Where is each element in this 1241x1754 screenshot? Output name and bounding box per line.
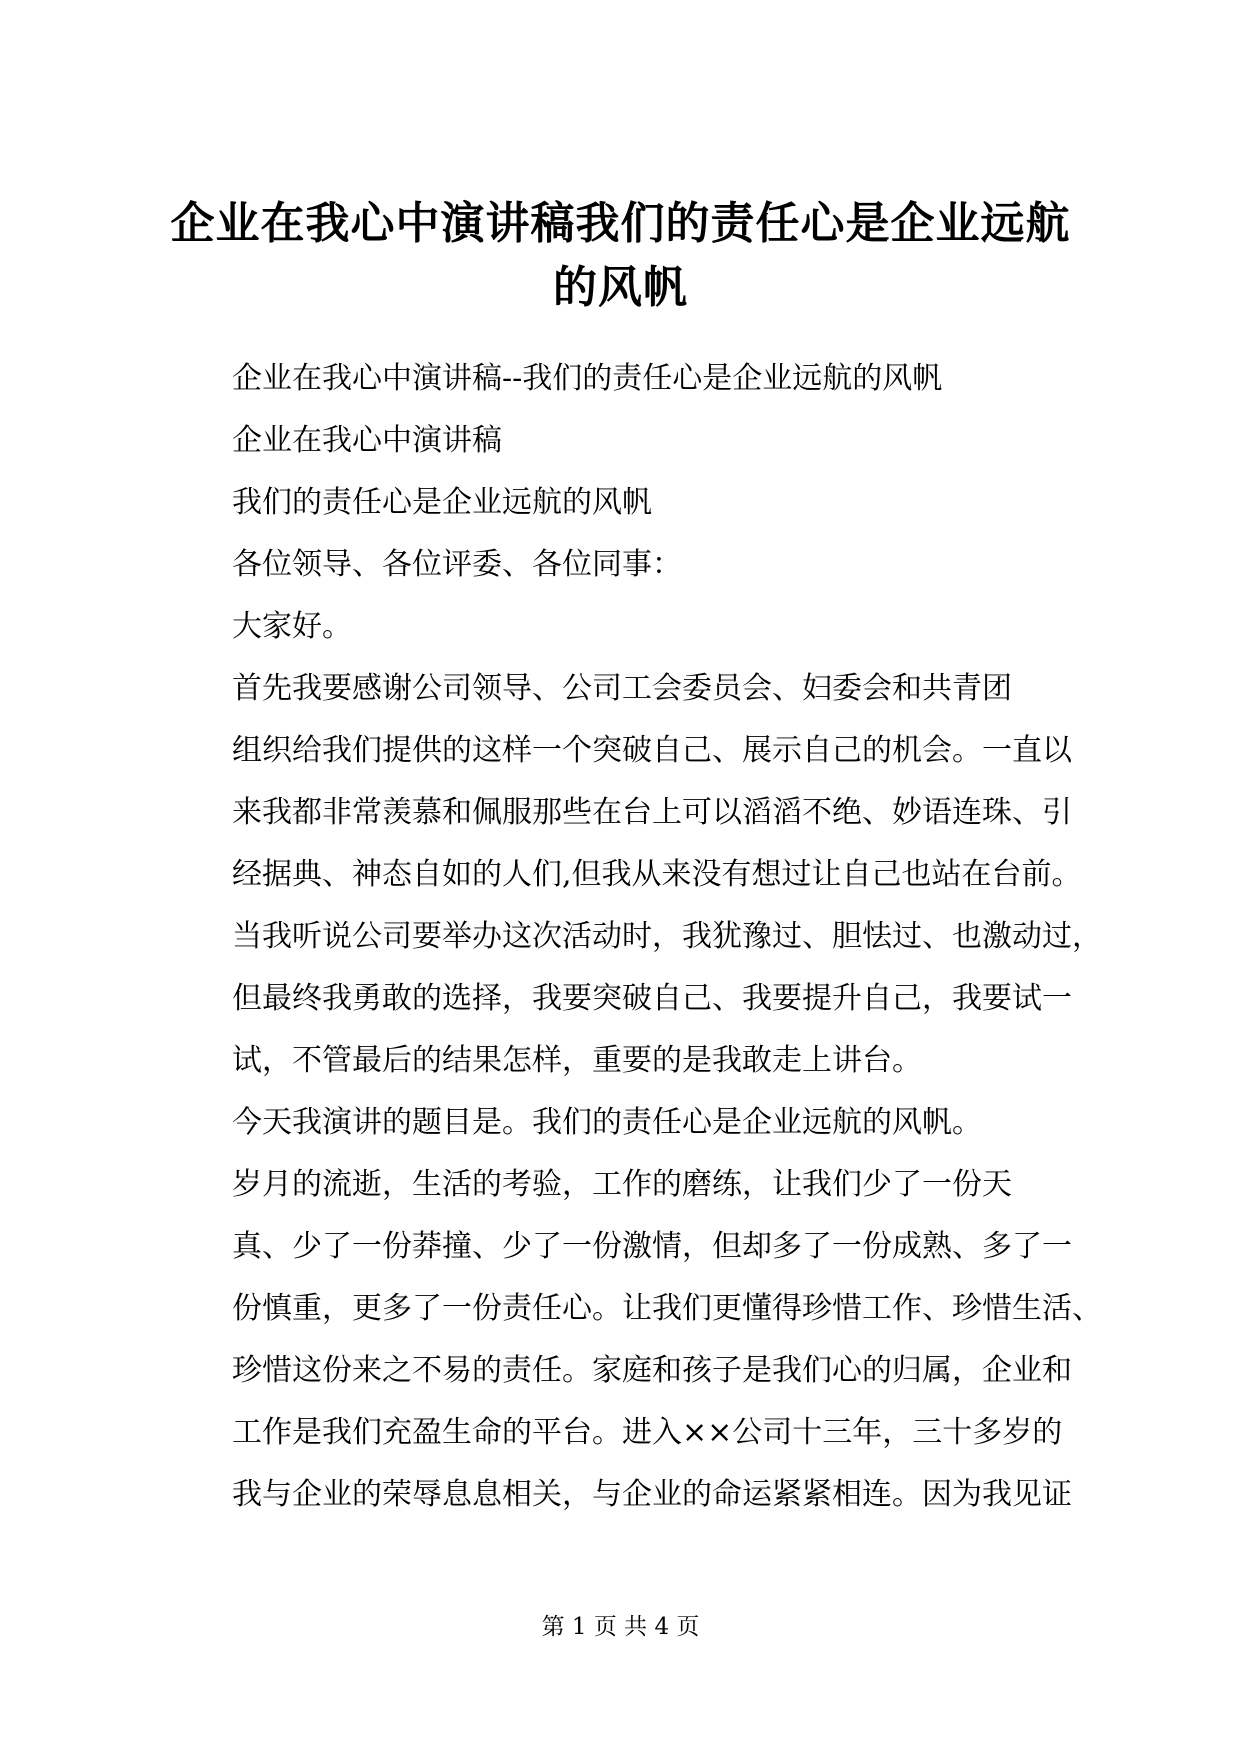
text-line: 我们的责任心是企业远航的风帆 (232, 485, 652, 520)
paragraph (166, 596, 1090, 658)
paragraph (166, 1092, 1090, 1154)
text-line: 珍惜这份来之不易的责任。家庭和孩子是我们心的归属，企业和 (232, 1353, 1072, 1388)
text-line: 经据典、神态自如的人们,但我从来没有想过让自己也站在台前。 (232, 857, 1082, 892)
text-line: 当我听说公司要举办这次活动时，我犹豫过、胆怯过、也激动过， (232, 919, 1102, 954)
paragraph (166, 1154, 1102, 1526)
text-line: 组织给我们提供的这样一个突破自己、展示自己的机会。一直以 (232, 733, 1072, 768)
page-footer: 第 1 页 共 4 页 (541, 1614, 700, 1640)
text-line: 企业在我心中演讲稿 (232, 423, 502, 458)
text-line: 份慎重，更多了一份责任心。让我们更懂得珍惜工作、珍惜生活、 (232, 1291, 1102, 1326)
text-line: 大家好。 (232, 609, 352, 644)
document-title (150, 192, 1091, 320)
text-line: 各位领导、各位评委、各位同事： (232, 547, 682, 582)
text-line: 我与企业的荣辱息息相关，与企业的命运紧紧相连。因为我见证 (232, 1477, 1072, 1512)
paragraph (166, 472, 1090, 534)
title-line: 的风帆 (553, 262, 688, 313)
paragraph (166, 658, 1102, 1092)
document-body (166, 348, 1102, 1526)
text-line: 工作是我们充盈生命的平台。进入××公司十三年，三十多岁的 (232, 1415, 1063, 1450)
text-line: 但最终我勇敢的选择，我要突破自己、我要提升自己，我要试一 (232, 981, 1072, 1016)
text-line: 今天我演讲的题目是。我们的责任心是企业远航的风帆。 (232, 1105, 982, 1140)
text-line: 真、少了一份莽撞、少了一份激情，但却多了一份成熟、多了一 (232, 1229, 1072, 1264)
paragraph (166, 534, 1090, 596)
text-line: 企业在我心中演讲稿--我们的责任心是企业远航的风帆 (232, 361, 943, 396)
text-line: 首先我要感谢公司领导、公司工会委员会、妇委会和共青团 (232, 671, 1012, 706)
paragraph (166, 348, 1090, 410)
text-line: 来我都非常羡慕和佩服那些在台上可以滔滔不绝、妙语连珠、引 (232, 795, 1072, 830)
paragraph (166, 410, 1090, 472)
title-line: 企业在我心中演讲稿我们的责任心是企业远航 (170, 198, 1071, 249)
text-line: 试，不管最后的结果怎样，重要的是我敢走上讲台。 (232, 1043, 922, 1078)
text-line: 岁月的流逝，生活的考验，工作的磨练，让我们少了一份天 (232, 1167, 1012, 1202)
